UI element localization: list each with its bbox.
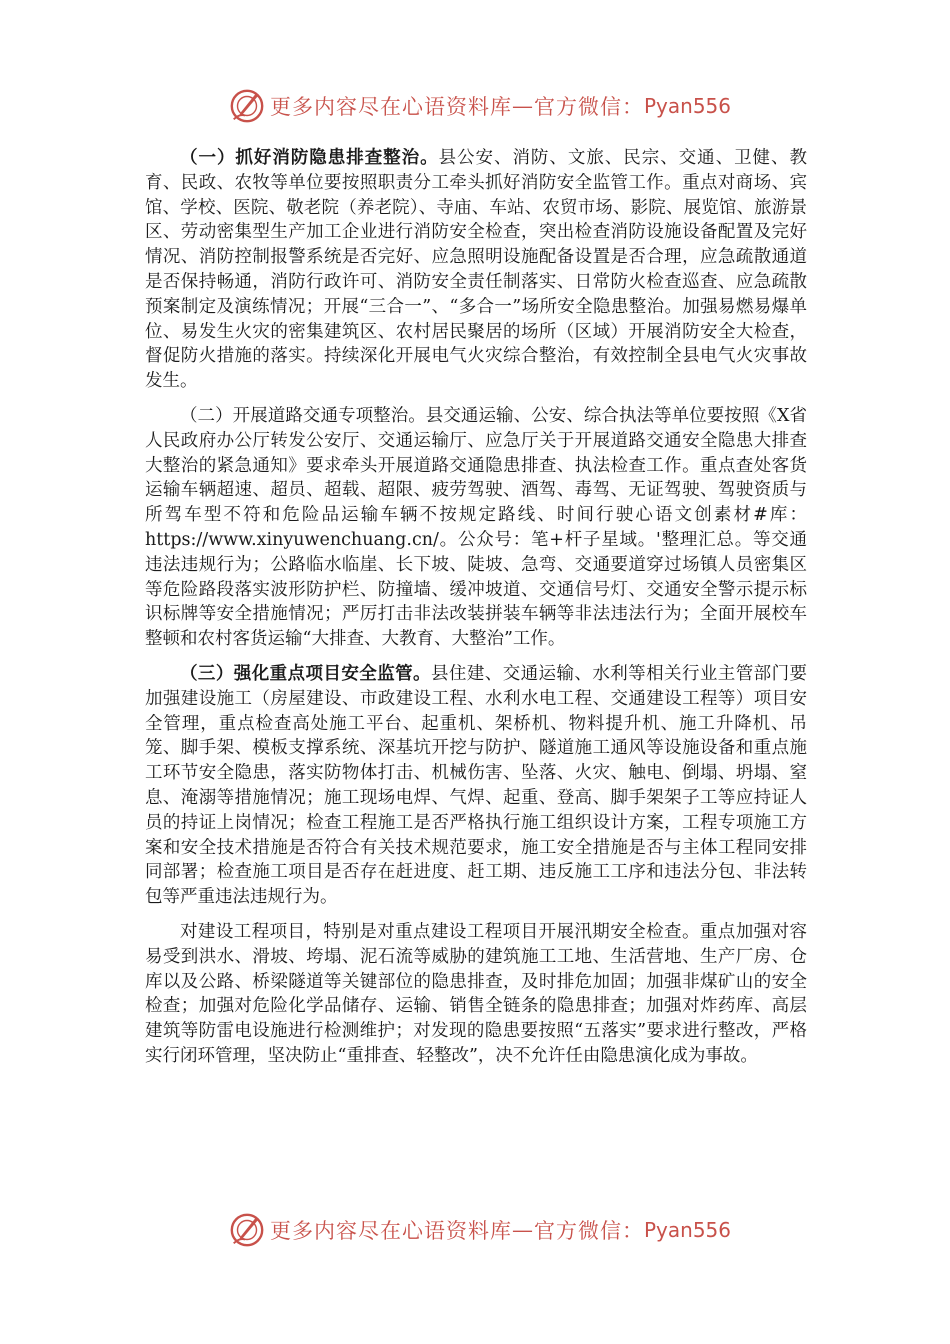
watermark-wechat-label: 官方微信：	[534, 95, 644, 119]
watermark-banner-top	[228, 84, 731, 128]
paragraph-text: 对建设工程项目，特别是对重点建设工程项目开展汛期安全检查。重点加强对容易受到洪水、滑坡、垮塌、泥石流等威胁的建筑施工工地、生活营地、生产厂房、仓库以及公路、桥梁隧道等关键部位的隐患排查，及时排危加固；加强非煤矿山的安全检查；加强对危险化学品储存、运输、销售全链条的隐患排查；加强对炸药库、高层建筑等防雷电设施进行检测维护；对发现的隐患要按照“五落实”要求进行整改，严格实行闭环管理，坚决防止“重排查、轻整改”，决不允许任由隐患演化成为事故。	[145, 921, 807, 1066]
brush-logo-icon	[228, 87, 266, 125]
watermark-wechat-id: Pyan556	[644, 94, 732, 118]
paragraph-heading: （三）强化重点项目安全监管。	[180, 663, 431, 684]
paragraph-flood-season	[145, 920, 807, 1069]
watermark-main-text: 更多内容尽在心语资料库	[270, 1219, 512, 1243]
paragraph-heading: （一）抓好消防隐患排查整治。	[180, 148, 439, 168]
paragraph-road-traffic	[145, 404, 807, 652]
watermark-banner-bottom	[228, 1208, 731, 1252]
watermark-main-text: 更多内容尽在心语资料库	[270, 95, 512, 119]
paragraph-key-projects	[145, 662, 807, 910]
paragraph-text: 县住建、交通运输、水利等相关行业主管部门要加强建设施工（房屋建设、市政建设工程、水利水电工程、交通建设工程等）项目安全管理，重点检查高处施工平台、起重机、架桥机、物料提升机、施工升降机、吊笼、脚手架、模板支撑系统、深基坑开挖与防护、隧道施工通风等设施设备和重点施工环节安全隐患，落实防物体打击、机械伤害、坠落、火灾、触电、倒塌、坍塌、窒息、淹溺等措施情况；施工现场电焊、气焊、起重、登高、脚手架架子工等应持证人员的持证上岗情况；检查工程施工是否严格执行施工组织设计方案，工程专项施工方案和安全技术措施是否符合有关技术规范要求，施工安全措施是否与主体工程同安排同部署；检查施工项目是否存在赶进度、赶工期、违反施工工序和违法分包、非法转包等严重违法违规行为。	[145, 663, 808, 908]
paragraph-fire-safety	[145, 146, 807, 394]
paragraph-text: （二）开展道路交通专项整治。县交通运输、公安、综合执法等单位要按照《X省人民政府办公厅转发公安厅、交通运输厅、应急厅关于开展道路交通安全隐患大排查大整治的紧急通知》要求牵头开展道路交通隐患排查、执法检查工作。重点查处客货运输车辆超速、超员、超载、超限、疲劳驾驶、酒驾、毒驾、无证驾驶、驾驶资质与所驾车型不符和危险品运输车辆不按规定路线、时间行驶心语文创素材#库：https://www.xinyuwenchuang.cn/。公众号：笔+杆子星域。'整理汇总。等交通违法违规行为；公路临水临崖、长下坡、陡坡、急弯、交通要道穿过场镇人员密集区等危险路段落实波形防护栏、防撞墙、缓冲坡道、交通信号灯、交通安全警示提示标识标牌等安全措施情况；严厉打击非法改装拼装车辆等非法违法行为；全面开展校车整顿和农村客货运输“大排查、大教育、大整治”工作。	[145, 405, 807, 650]
brush-logo-icon	[228, 1211, 266, 1249]
watermark-wechat-label: 官方微信：	[534, 1219, 644, 1243]
watermark-dash: —	[512, 1218, 534, 1242]
watermark-dash: —	[512, 94, 534, 118]
paragraph-text: 县公安、消防、文旅、民宗、交通、卫健、教育、民政、农牧等单位要按照职责分工牵头抓好消防安全监管工作。重点对商场、宾馆、学校、医院、敬老院（养老院）、寺庙、车站、农贸市场、影院、展览馆、旅游景区、劳动密集型生产加工企业进行消防安全检查，突出检查消防设施设备配置及完好情况、消防控制报警系统是否完好、应急照明设施配备设置是否合理，应急疏散通道是否保持畅通，消防行政许可、消防安全责任制落实、日常防火检查巡查、应急疏散预案制定及演练情况；开展“三合一”、“多合一”场所安全隐患整治。加强易燃易爆单位、易发生火灾的密集建筑区、农村居民聚居的场所（区域）开展消防安全大检查，督促防火措施的落实。持续深化开展电气火灾综合整治，有效控制全县电气火灾事故发生。	[145, 148, 808, 392]
watermark-wechat-id: Pyan556	[644, 1218, 732, 1242]
document-body	[145, 146, 807, 1079]
